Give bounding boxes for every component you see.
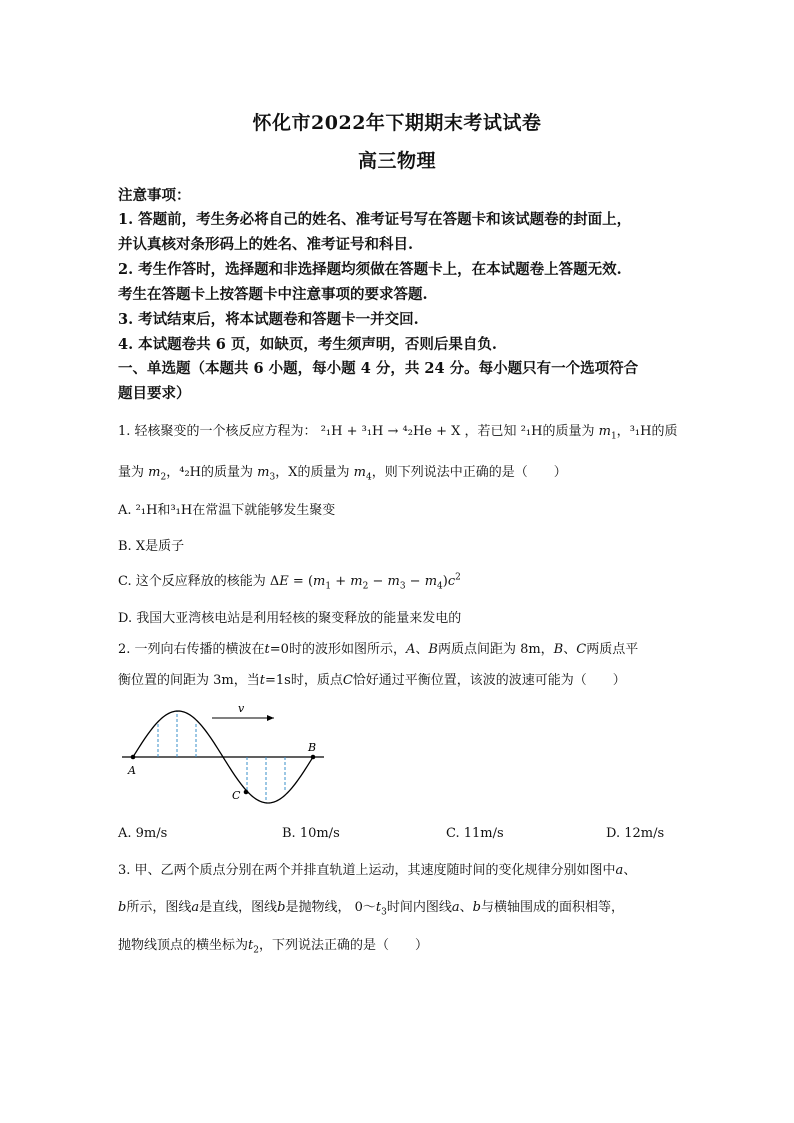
q1-option-c: C. 这个反应释放的核能为 $\Delta E = (m_1 + m_2 - m_3 - m_4)c^2$ bbox=[118, 572, 461, 592]
q1-energy-formula: $\Delta E = (m_1 + m_2 - m_3 - m_4)c^2$ bbox=[269, 572, 461, 592]
q2-option-b: B. 10m/s bbox=[282, 826, 340, 841]
q1-option-b: B. X是质子 bbox=[118, 539, 185, 554]
q2-option-d: D. 12m/s bbox=[606, 826, 665, 841]
q3-stem-line2: b所示，图线a是直线，图线b是抛物线， $0\sim t_3$时间内图线a、b与横轴围成的面积相等， bbox=[118, 900, 624, 918]
notice-item-1a: 1. 答题前，考生务必将自己的姓名、准考证号写在答题卡和该试题卷的封面上， bbox=[118, 211, 632, 228]
notice-item-2a: 2. 考生作答时，选择题和非选择题均须做在答题卡上，在本试题卷上答题无效. bbox=[118, 261, 622, 278]
q3-stem-line1: 3. 甲、乙两个质点分别在两个并排直轨道上运动，其速度随时间的变化规律分别如图中a、 bbox=[118, 863, 637, 878]
q2-option-c: C. 11m/s bbox=[446, 826, 504, 841]
q2-wave-figure bbox=[118, 698, 328, 808]
q1-option-d: D. 我国大亚湾核电站是利用轻核的聚变释放的能量来发电的 bbox=[118, 611, 462, 626]
q3-stem-line3: 抛物线顶点的横坐标为$t_2$，下列说法正确的是（ ） bbox=[118, 938, 428, 956]
label-c: C bbox=[232, 789, 241, 802]
velocity-arrowhead bbox=[267, 715, 274, 721]
q1-stem-line1: 1. 轻核聚变的一个核反应方程为： ²₁H + ³₁H → ⁴₂He + X ，若已知 ²₁H的质量为 $m_1$，³₁H的质 bbox=[118, 424, 678, 442]
point-b bbox=[311, 755, 316, 760]
section-heading-b: 题目要求） bbox=[118, 385, 191, 402]
section-heading-a: 一、单选题（本题共 6 小题，每小题 4 分，共 24 分。每小题只有一个选项符合 bbox=[118, 360, 639, 377]
label-b: B bbox=[308, 741, 317, 754]
q1-option-a: A. ²₁H和³₁H在常温下就能够发生聚变 bbox=[118, 503, 336, 518]
point-a bbox=[131, 755, 136, 760]
q1-stem-line2: 量为 $m_2$，⁴₂H的质量为 $m_3$，X的质量为 $m_4$，则下列说法中正确的是（ ） bbox=[118, 465, 567, 483]
exam-title: 怀化市2022年下期期末考试试卷 bbox=[252, 112, 542, 134]
notice-item-3: 3. 考试结束后，将本试题卷和答题卡一并交回. bbox=[118, 311, 419, 328]
q1-reaction-equation: ²₁H + ³₁H → ⁴₂He + X bbox=[320, 424, 461, 439]
q2-stem-line1: 2. 一列向右传播的横波在t=0时的波形如图所示，A、B两质点间距为 8m，B、C两质点平 bbox=[118, 642, 639, 657]
notice-heading: 注意事项： bbox=[118, 187, 191, 204]
exam-subject: 高三物理 bbox=[357, 150, 436, 172]
notice-item-2b: 考生在答题卡上按答题卡中注意事项的要求答题. bbox=[118, 286, 428, 303]
label-a: A bbox=[128, 764, 136, 777]
point-c bbox=[244, 790, 249, 795]
notice-item-1b: 并认真核对条形码上的姓名、准考证号和科目. bbox=[118, 236, 414, 253]
q2-option-a: A. 9m/s bbox=[118, 826, 168, 841]
notice-item-4: 4. 本试题卷共 6 页，如缺页，考生须声明，否则后果自负. bbox=[118, 336, 497, 353]
velocity-label: v bbox=[238, 702, 245, 715]
q2-stem-line2: 衡位置的间距为 3m，当t=1s时，质点C恰好通过平衡位置，该波的波速可能为（ ） bbox=[118, 673, 626, 688]
